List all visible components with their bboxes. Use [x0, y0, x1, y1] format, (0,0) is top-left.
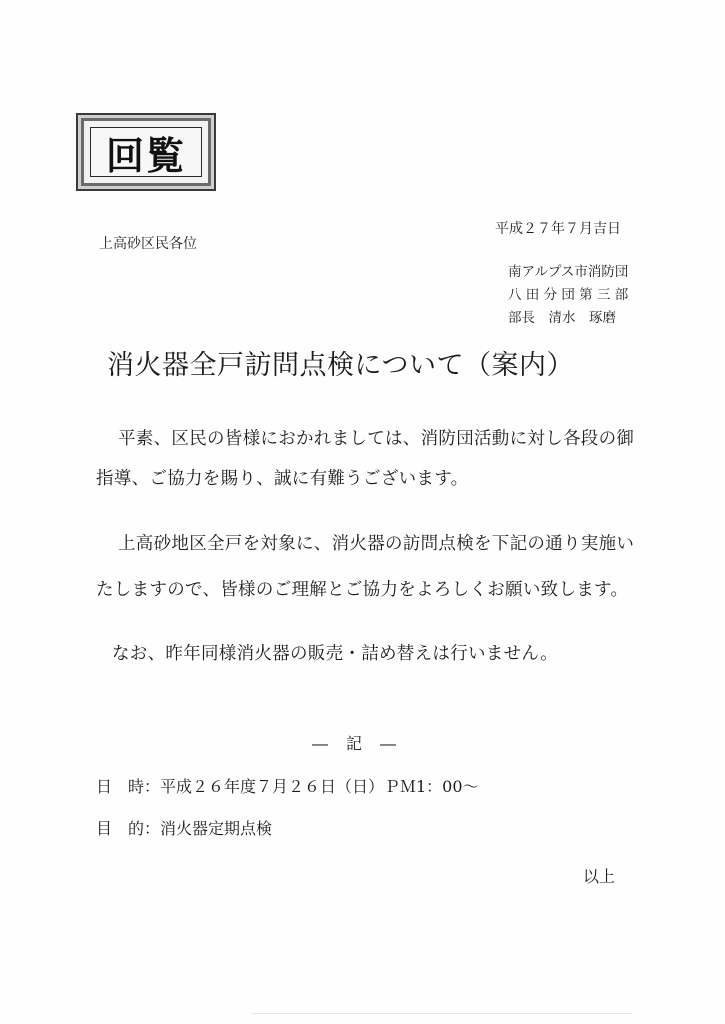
- circulation-stamp-box: [76, 113, 216, 191]
- document-title: 消火器全戸訪問点検について（案内）: [107, 350, 574, 381]
- paragraph-1-line-2: 指導、ご協力を賜り、誠に有難うございます。: [96, 469, 469, 489]
- sender-division: 八 田 分 団 第 三 部: [508, 287, 629, 303]
- detail-datetime: 日 時：平成２６年度７月２６日（日）ＰＭ1：00～: [96, 777, 479, 796]
- circulation-label: 回覧: [105, 132, 186, 178]
- paragraph-1-line-1: 平素、区民の皆様におかれましては、消防団活動に対し各段の御: [118, 429, 635, 449]
- detail-purpose: 目 的：消火器定期点検: [96, 819, 273, 838]
- paragraph-3: なお、昨年同様消火器の販売・詰め替えは行いません。: [112, 644, 559, 664]
- scan-artifact-line: [252, 1013, 632, 1014]
- issue-date: 平成２７年７月吉日: [495, 221, 621, 237]
- closing-mark: 以上: [583, 867, 616, 886]
- sender-name: 部長 清水 琢磨: [508, 310, 616, 326]
- paragraph-2-line-2: たしますので、皆様のご理解とご協力をよろしくお願い致します。: [96, 580, 629, 600]
- ki-heading: ― 記 ―: [312, 734, 398, 753]
- sender-block: [508, 261, 628, 330]
- circulation-stamp-inner: [90, 127, 202, 177]
- sender-organization: 南アルプス市消防団: [508, 264, 629, 280]
- paragraph-2-line-1: 上高砂地区全戸を対象に、消火器の訪問点検を下記の通り実施い: [118, 534, 635, 554]
- addressee: 上高砂区民各位: [99, 236, 197, 252]
